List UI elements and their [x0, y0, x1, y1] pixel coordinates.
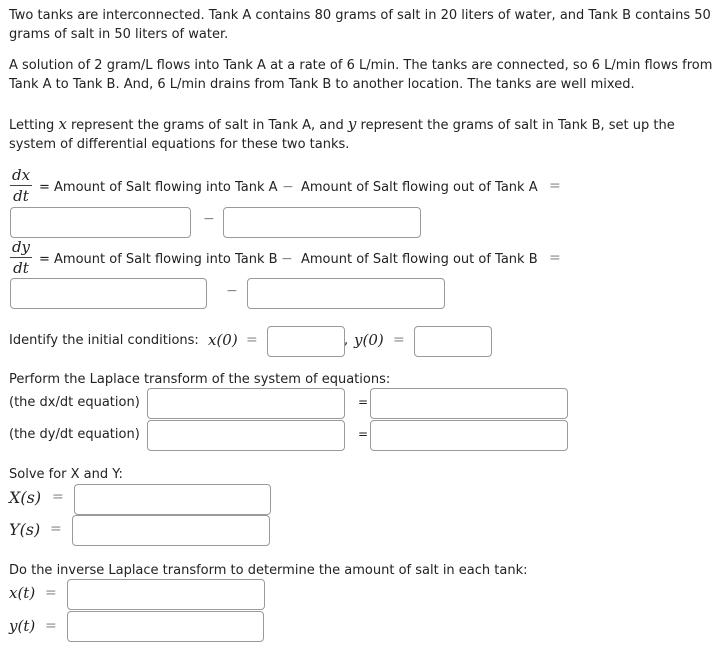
minus-sign: −	[281, 251, 293, 267]
setup-instructions	[9, 115, 714, 154]
setup-text-c: represent the grams of salt in Tank B, set up the system of differential equations for these two tanks.	[9, 118, 675, 152]
fraction-bar	[10, 185, 32, 186]
initial-conditions-label: Identify the initial conditions:	[9, 333, 199, 348]
comma: ,	[344, 333, 349, 348]
tank-a-inflow-label: = Amount of Salt flowing into Tank A	[39, 180, 278, 195]
tank-a-outflow-label: Amount of Salt flowing out of Tank A	[301, 180, 538, 195]
minus-sign: −	[203, 211, 215, 227]
x-of-t-input[interactable]	[67, 579, 265, 610]
equals-sign: =	[358, 427, 369, 441]
dydt-fraction	[10, 238, 32, 277]
equals-sign: =	[45, 585, 57, 601]
y-of-t-input[interactable]	[67, 611, 264, 642]
fraction-bar	[10, 257, 32, 258]
laplace-dydt-lhs-input[interactable]	[147, 420, 345, 451]
x-of-t-symbol: x(t)	[9, 584, 36, 602]
tank-a-outflow-input[interactable]	[223, 207, 421, 238]
x0-input[interactable]	[267, 326, 345, 357]
equals-sign: =	[52, 489, 64, 505]
minus-sign: −	[226, 283, 238, 299]
tank-b-outflow-input[interactable]	[247, 278, 445, 309]
var-y: y	[347, 115, 357, 133]
laplace-dxdt-rhs-input[interactable]	[370, 388, 568, 419]
laplace-heading: Perform the Laplace transform of the system of equations:	[9, 372, 391, 387]
var-x: x	[58, 115, 67, 133]
dydt-numerator: dy	[11, 238, 31, 256]
equals-sign: =	[549, 178, 561, 194]
problem-statement: Two tanks are interconnected. Tank A contains 80 grams of salt in 20 liters of water, and Tank B contains 50 grams of salt in 50 liters of water.	[9, 8, 711, 42]
equals-sign: =	[246, 332, 258, 348]
dxdt-equation-label: (the dx/dt equation)	[9, 395, 140, 410]
dydt-equation-label: (the dy/dt equation)	[9, 427, 140, 442]
X-of-s-input[interactable]	[74, 484, 271, 515]
laplace-dydt-rhs-input[interactable]	[370, 420, 568, 451]
solve-heading: Solve for X and Y:	[9, 467, 123, 482]
y0-symbol: y(0)	[354, 331, 384, 349]
Y-of-s-input[interactable]	[72, 515, 270, 546]
laplace-dxdt-lhs-input[interactable]	[147, 388, 345, 419]
dxdt-fraction	[10, 166, 32, 205]
dxdt-numerator: dx	[11, 166, 31, 184]
equals-sign: =	[549, 250, 561, 266]
tank-b-outflow-label: Amount of Salt flowing out of Tank B	[301, 252, 538, 267]
tank-a-inflow-input[interactable]	[10, 207, 191, 238]
equals-sign: =	[45, 618, 57, 634]
equals-sign: =	[393, 332, 405, 348]
tank-b-inflow-input[interactable]	[10, 278, 207, 309]
inverse-laplace-heading: Do the inverse Laplace transform to determine the amount of salt in each tank:	[9, 563, 528, 578]
X-of-s-symbol: X(s)	[9, 488, 42, 507]
dxdt-denominator: dt	[13, 187, 29, 205]
equals-sign: =	[358, 395, 369, 409]
x0-symbol: x(0)	[208, 331, 238, 349]
dydt-denominator: dt	[13, 259, 29, 277]
setup-text-a: Letting	[9, 118, 59, 133]
y0-input[interactable]	[414, 326, 492, 357]
y-of-t-symbol: y(t)	[9, 617, 36, 635]
tank-b-inflow-label: = Amount of Salt flowing into Tank B	[39, 252, 278, 267]
Y-of-s-symbol: Y(s)	[9, 520, 41, 539]
setup-text-b: represent the grams of salt in Tank A, and	[66, 118, 348, 133]
flow-description: A solution of 2 gram/L flows into Tank A at a rate of 6 L/min. The tanks are connected, so 6 L/min flows from Tank A to Tank B. And, 6 L/min drains from Tank B to another location. The tanks are well mixed.	[9, 58, 713, 92]
equals-sign: =	[50, 521, 62, 537]
minus-sign: −	[282, 179, 294, 195]
